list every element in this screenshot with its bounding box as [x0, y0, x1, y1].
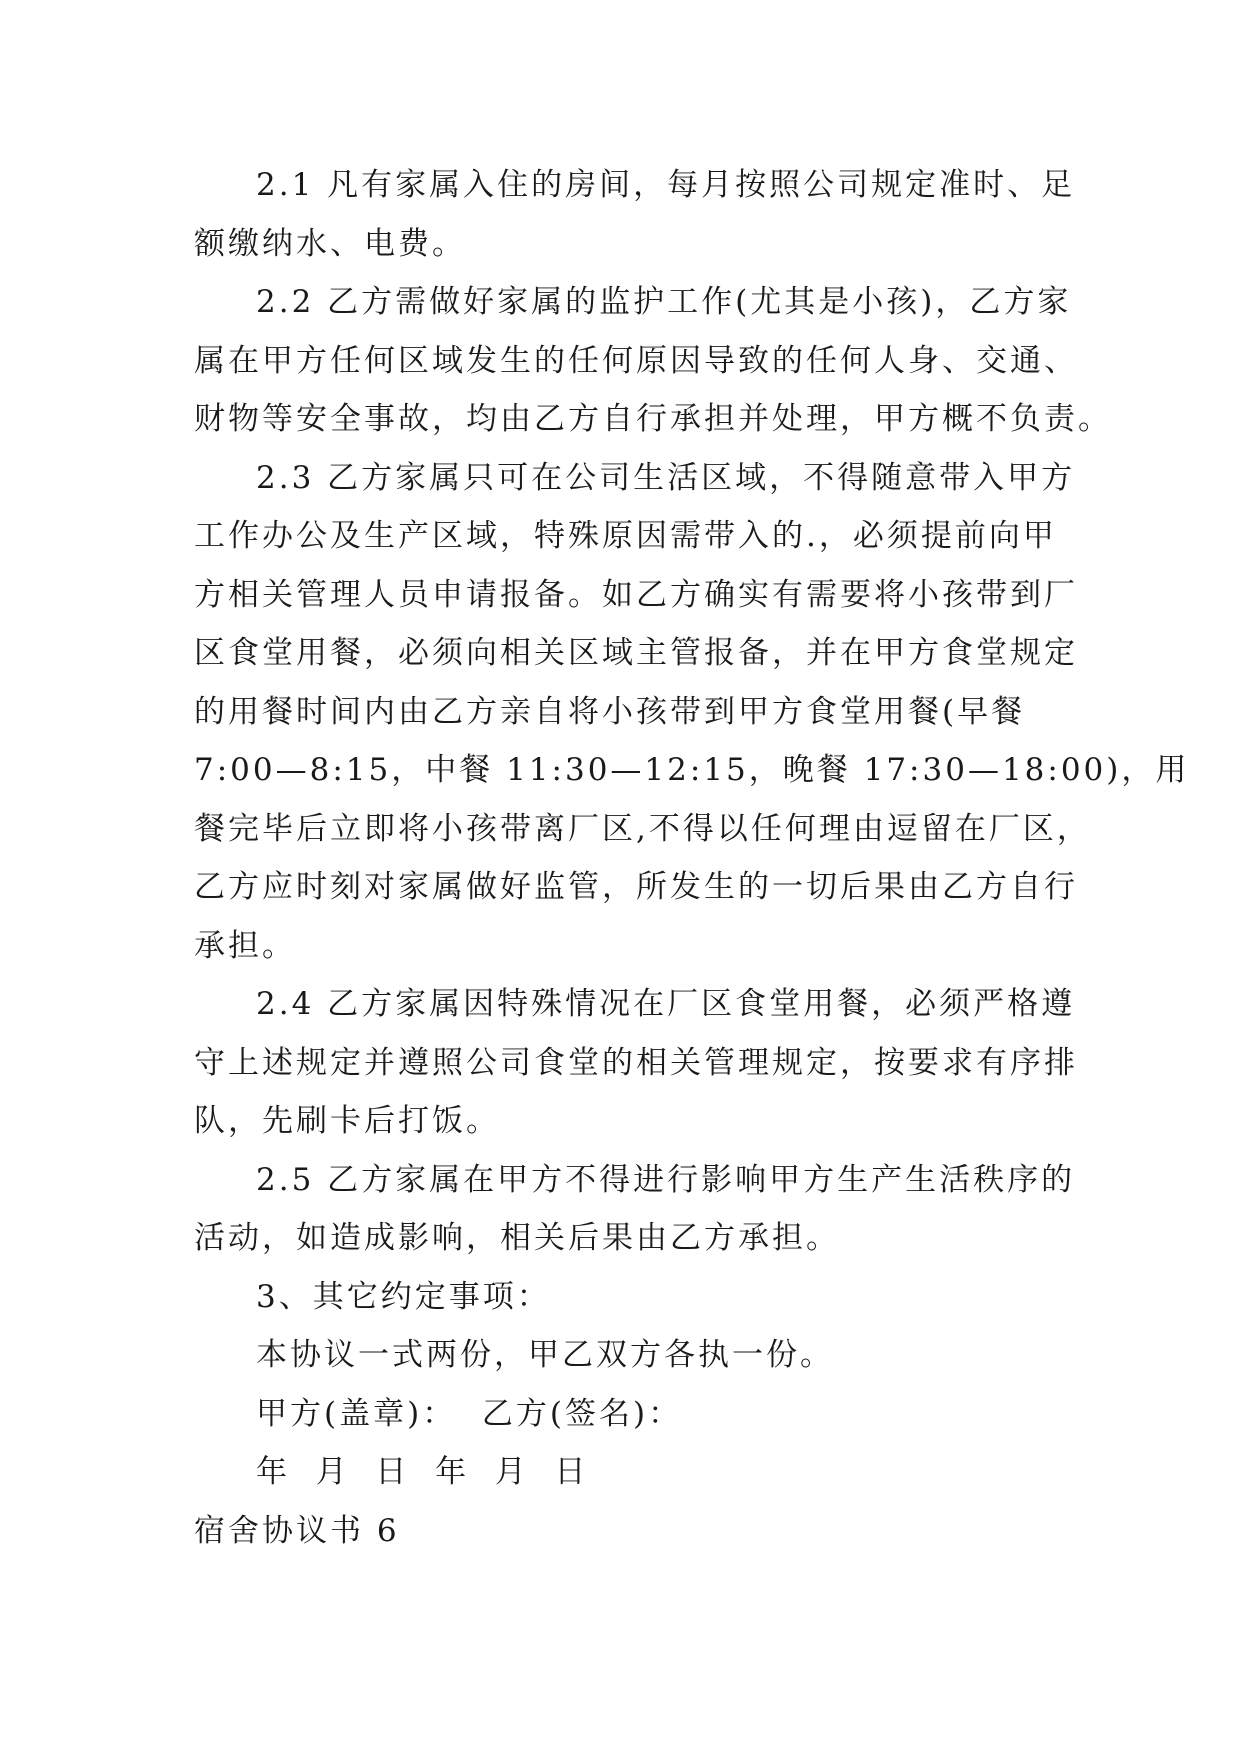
- clause-2-2-line-3: 财物等安全事故，均由乙方自行承担并处理，甲方概不负责。: [194, 401, 1112, 437]
- clause-2-3-line-3: 方相关管理人员申请报备。如乙方确实有需要将小孩带到厂: [194, 576, 1078, 613]
- clause-2-3-line-5: 的用餐时间内由乙方亲自将小孩带到甲方食堂用餐(早餐: [194, 693, 1026, 730]
- clause-2-3-line-7: 餐完毕后立即将小孩带离厂区,不得以任何理由逗留在厂区，: [194, 810, 1091, 847]
- clause-2-1-line-2: 额缴纳水、电费。: [194, 225, 466, 262]
- clause-2-3-line-6: 7:00—8:15，中餐 11:30—12:15，晚餐 17:30—18:00)，用: [194, 752, 1190, 788]
- next-document-title: 宿舍协议书 6: [194, 1512, 400, 1549]
- clause-2-3-line-2: 工作办公及生产区域，特殊原因需带入的.，必须提前向甲: [194, 518, 1057, 554]
- section-3-heading: 3、其它约定事项：: [256, 1278, 551, 1315]
- clause-2-2-line-2: 属在甲方任何区域发生的任何原因导致的任何人身、交通、: [194, 342, 1078, 379]
- clause-2-5-line-2: 活动，如造成影响，相关后果由乙方承担。: [194, 1220, 840, 1256]
- clause-2-4-line-2: 守上述规定并遵照公司食堂的相关管理规定，按要求有序排: [194, 1044, 1078, 1081]
- clause-2-2-line-1: 2.2 乙方需做好家属的监护工作(尤其是小孩)，乙方家: [256, 284, 1072, 320]
- copies-statement: 本协议一式两份，甲乙双方各执一份。: [256, 1337, 834, 1373]
- signature-line: 甲方(盖章)： 乙方(签名)：: [256, 1395, 683, 1432]
- clause-2-3-line-4: 区食堂用餐，必须向相关区域主管报备，并在甲方食堂规定: [194, 635, 1078, 671]
- clause-2-4-line-1: 2.4 乙方家属因特殊情况在厂区食堂用餐，必须严格遵: [256, 986, 1076, 1022]
- clause-2-5-line-1: 2.5 乙方家属在甲方不得进行影响甲方生产生活秩序的: [256, 1161, 1076, 1198]
- clause-2-3-line-9: 承担。: [194, 927, 296, 964]
- clause-2-4-line-3: 队，先刷卡后打饭。: [194, 1103, 500, 1139]
- clause-2-1-line-1: 2.1 凡有家属入住的房间，每月按照公司规定准时、足: [256, 167, 1076, 203]
- date-line: 年 月 日 年 月 日: [256, 1454, 589, 1490]
- document-body: [194, 156, 1190, 1560]
- clause-2-3-line-1: 2.3 乙方家属只可在公司生活区域，不得随意带入甲方: [256, 459, 1076, 496]
- clause-2-3-line-8: 乙方应时刻对家属做好监管，所发生的一切后果由乙方自行: [194, 869, 1078, 905]
